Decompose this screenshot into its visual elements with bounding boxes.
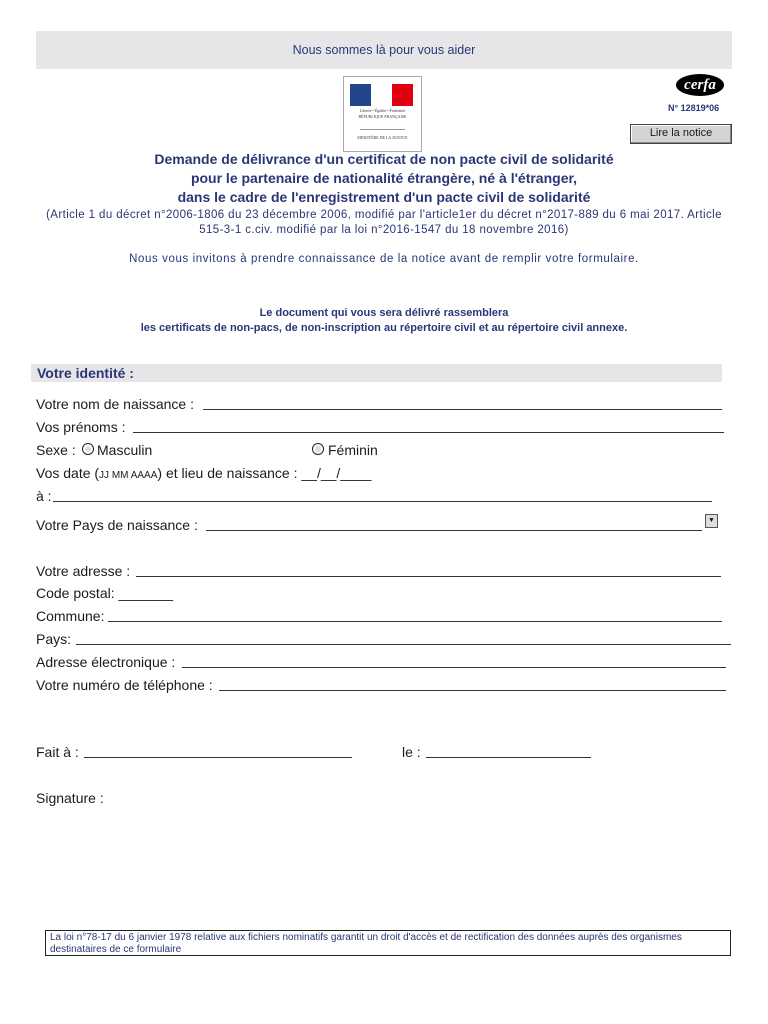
read-notice-button[interactable]: Lire la notice: [630, 124, 732, 144]
birth-country-label: Votre Pays de naissance :: [36, 517, 198, 533]
help-banner: [36, 31, 732, 69]
cerfa-logo: cerfa: [676, 74, 724, 96]
city-label: Commune:: [36, 608, 105, 624]
legal-reference: (Article 1 du décret n°2006-1806 du 23 décembre 2006, modifié par l'article1er du décret n°2017-889 du 6 mai 2017. Article 515-3-1 c.civ. modifié par la loi n°2016-1547 du 18 novembre 2016): [46, 209, 722, 236]
help-text: Nous sommes là pour vous aider: [292, 43, 476, 57]
signature-label: Signature :: [36, 790, 104, 806]
female-label: Féminin: [328, 442, 378, 458]
sex-label: Sexe :: [36, 442, 76, 458]
birth-name-label: Votre nom de naissance :: [36, 396, 194, 412]
cerfa-number: N° 12819*06: [668, 103, 720, 113]
birth-place-label: à :: [36, 488, 52, 504]
privacy-notice: La loi n°78-17 du 6 janvier 1978 relative aux fichiers nominatifs garantit un droit d'accès et de rectification des données auprès des organismes destinataires de ce formulaire: [45, 930, 731, 956]
first-names-field[interactable]: [133, 432, 724, 433]
birth-place-field[interactable]: [53, 501, 712, 502]
postal-code-label: Code postal: _______: [36, 585, 174, 601]
form-title: Demande de délivrance d'un certificat de non pacte civil de solidarité pour le partenaire de nationalité étrangère, né à l'étranger, dans le cadre de l'enregistrement d'un pacte civil de solidarité: [154, 151, 614, 205]
birth-name-field[interactable]: [203, 409, 722, 410]
made-at-label: Fait à :: [36, 744, 79, 760]
phone-field[interactable]: [219, 690, 726, 691]
postal-code-field[interactable]: _______: [118, 585, 174, 601]
birth-date-field[interactable]: __/__/____: [301, 465, 372, 481]
phone-label: Votre numéro de téléphone :: [36, 677, 213, 693]
made-at-field[interactable]: [84, 757, 352, 758]
birth-date-label: Vos date (JJ MM AAAA) et lieu de naissance : __/__/____: [36, 465, 372, 481]
birth-country-select[interactable]: [206, 530, 702, 531]
email-label: Adresse électronique :: [36, 654, 176, 670]
male-radio[interactable]: [82, 443, 94, 455]
date-field[interactable]: [426, 757, 591, 758]
marianne-flag-icon: [350, 84, 413, 106]
email-field[interactable]: [182, 667, 726, 668]
country-label: Pays:: [36, 631, 72, 647]
notice-invitation: Nous vous invitons à prendre connaissance de la notice avant de remplir votre formulaire.: [129, 253, 639, 265]
country-field[interactable]: [76, 644, 731, 645]
male-label: Masculin: [97, 442, 153, 458]
republique-francaise-logo: Liberté • Égalité • Fraternité RÉPUBLIQUE FRANÇAISE MINISTÈRE DE LA JUSTICE: [343, 76, 422, 152]
document-info: Le document qui vous sera délivré rassemblera les certificats de non-pacs, de non-inscription au répertoire civil et au répertoire civil annexe.: [140, 307, 628, 334]
female-radio[interactable]: [312, 443, 324, 455]
section-title: Votre identité :: [37, 365, 134, 381]
date-label: le :: [402, 744, 421, 760]
address-label: Votre adresse :: [36, 563, 131, 579]
date-format-hint: JJ MM AAAA: [99, 470, 158, 481]
first-names-label: Vos prénoms :: [36, 419, 126, 435]
identity-section-header: [31, 364, 722, 382]
city-field[interactable]: [108, 621, 722, 622]
address-field[interactable]: [136, 576, 721, 577]
chevron-down-icon[interactable]: ▼: [705, 514, 718, 528]
